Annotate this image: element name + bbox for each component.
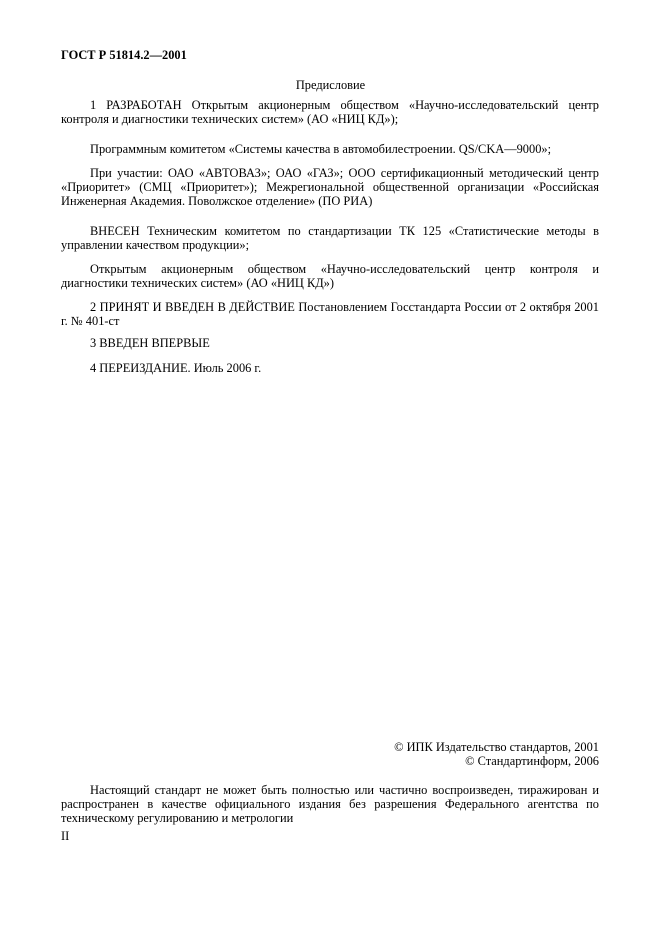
page-number: II [61,829,70,843]
preface-paragraph-participation: При участии: ОАО «АВТОВАЗ»; ОАО «ГАЗ»; ООО сертификационный методический центр «Приоритет» (СМЦ «Приоритет»); Межрегиональной общественной организации «Российская Инженерная Академия. Поволжское отделение» (ПО РИА) [61,166,599,208]
preface-paragraph-first-introduced: 3 ВВЕДЕН ВПЕРВЫЕ [90,336,210,350]
copyright-ipk: © ИПК Издательство стандартов, 2001 [394,740,599,754]
standard-header: ГОСТ Р 51814.2—2001 [61,48,187,62]
preface-paragraph-introduced: ВНЕСЕН Техническим комитетом по стандартизации ТК 125 «Статистические методы в управлении качеством продукции»; [61,224,599,252]
copyright-standartinform: © Стандартинформ, 2006 [465,754,599,768]
preface-paragraph-jsc: Открытым акционерным обществом «Научно-исследовательский центр контроля и диагностики технических систем» (АО «НИЦ КД») [61,262,599,290]
preface-paragraph-committee: Программным комитетом «Системы качества в автомобилестроении. QS/CKA—9000»; [90,142,552,156]
preface-title: Предисловие [295,78,366,92]
preface-paragraph-reissue: 4 ПЕРЕИЗДАНИЕ. Июль 2006 г. [90,361,262,375]
preface-paragraph-developed: 1 РАЗРАБОТАН Открытым акционерным обществом «Научно-исследовательский центр контроля и диагностики технических систем» (АО «НИЦ КД»); [61,98,599,126]
preface-paragraph-adopted: 2 ПРИНЯТ И ВВЕДЕН В ДЕЙСТВИЕ Постановлением Госстандарта России от 2 октября 2001 г. № 401-ст [61,300,599,328]
reproduction-notice: Настоящий стандарт не может быть полностью или частично воспроизведен, тиражирован и распространен в качестве официального издания без разрешения Федерального агентства по техническому регулированию и метрологии [61,783,599,825]
